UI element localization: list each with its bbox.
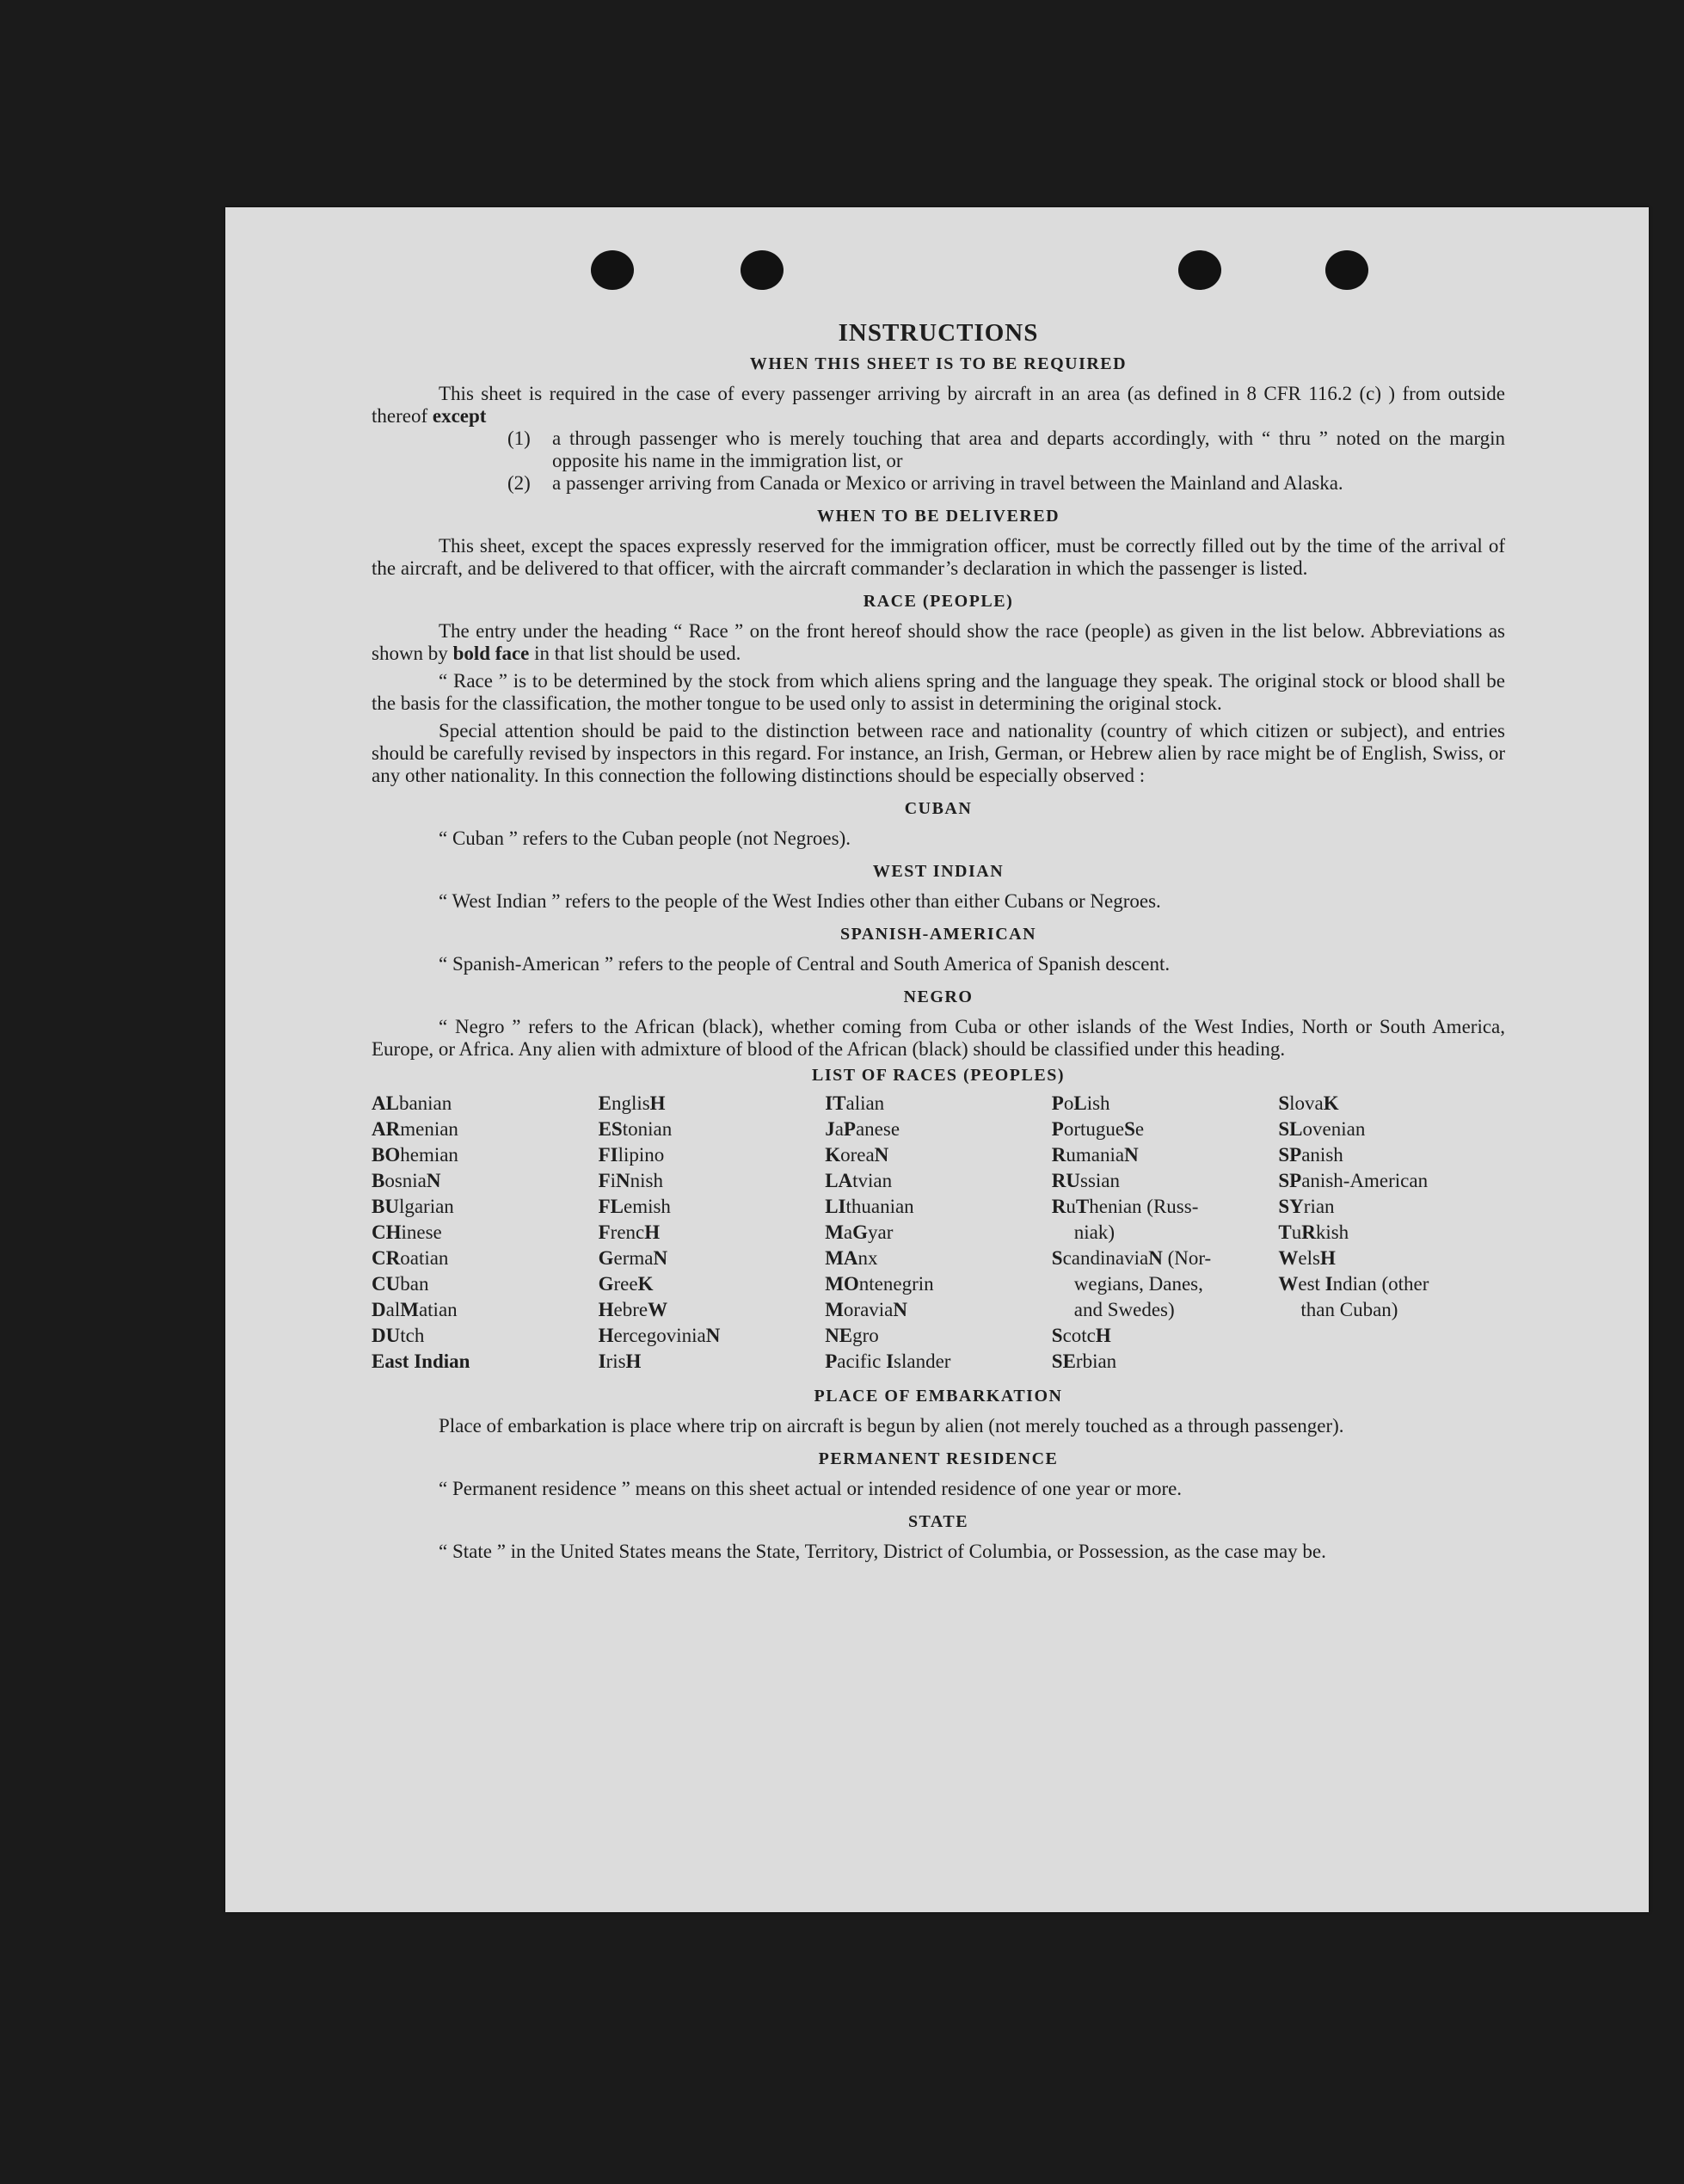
race-entry: LAtvian [825, 1170, 893, 1191]
race-entry: BOhemian [372, 1144, 458, 1166]
races-column [372, 1091, 599, 1375]
race-entry: HebreW [598, 1299, 668, 1320]
paragraph-cuban: “ Cuban ” refers to the Cuban people (not Negroes). [439, 827, 851, 849]
races-list [372, 1091, 1505, 1375]
race-entry: FrencH [598, 1221, 661, 1243]
race-entry: PoLish [1051, 1092, 1110, 1114]
race-entry: KoreaN [825, 1144, 889, 1166]
races-column [599, 1091, 826, 1375]
page-title: INSTRUCTIONS [838, 319, 1039, 347]
race-entry: BUlgarian [372, 1196, 454, 1217]
punch-hole [1325, 250, 1368, 290]
race-entry: GermaN [598, 1247, 668, 1269]
instruction-sheet [225, 207, 1649, 1912]
race-entry: ARmenian [372, 1118, 458, 1140]
race-entry: East Indian [372, 1350, 470, 1372]
paragraph-spanish-american: “ Spanish-American ” refers to the people of Central and South America of Spanish descent. [439, 953, 1171, 975]
punch-hole [741, 250, 784, 290]
race-entry: FiNnish [598, 1170, 664, 1191]
paragraph-race-3: Special attention should be paid to the distinction between race and nationality (country of which citizen or subject), and entries should be carefully revised by inspectors in this regard. For instance, an Irish, German, or Hebrew alien by race might be of English, Swiss, or any other nationality. In this connection the following distinctions should be especially observed : [372, 720, 1505, 786]
race-entry: SLovenian [1278, 1118, 1366, 1140]
paragraph-when-delivered: This sheet, except the spaces expressly reserved for the immigration officer, must be correctly filled out by the time of the arrival of the aircraft, and be delivered to that officer, with the aircraft commander’s declaration in which the passenger is listed. [372, 535, 1505, 579]
race-entry: IrisH [598, 1350, 642, 1372]
section-heading-cuban: CUBAN [904, 799, 973, 818]
race-entry-continuation: than Cuban) [1300, 1299, 1398, 1320]
race-entry: RUssian [1051, 1170, 1121, 1191]
race-entry: SErbian [1051, 1350, 1117, 1372]
punch-hole [591, 250, 634, 290]
section-heading-when-required: WHEN THIS SHEET IS TO BE REQUIRED [749, 354, 1128, 373]
section-heading-negro: NEGRO [903, 987, 974, 1006]
race-entry: WelsH [1278, 1247, 1336, 1269]
race-entry: West Indian (other [1278, 1273, 1429, 1295]
race-entry: CHinese [372, 1221, 442, 1243]
race-entry: SlovaK [1278, 1092, 1339, 1114]
section-heading-list-of-races: LIST OF RACES (PEOPLES) [811, 1066, 1065, 1085]
race-entry: HercegoviniaN [598, 1325, 721, 1346]
exception-item: (1) a through passenger who is merely touching that area and departs accordingly, with “ thru ” noted on the margin opposite his name in the immigration list, or [507, 428, 1505, 471]
race-entry-continuation: and Swedes) [1073, 1299, 1175, 1320]
paragraph-state: “ State ” in the United States means the State, Territory, District of Columbia, or Possession, as the case may be. [439, 1541, 1326, 1562]
race-entry: GreeK [598, 1273, 654, 1295]
races-column [825, 1091, 1052, 1375]
race-entry: SYrian [1278, 1196, 1335, 1217]
race-entry: LIthuanian [825, 1196, 914, 1217]
race-entry: PortugueSe [1051, 1118, 1145, 1140]
race-entry: FLemish [598, 1196, 671, 1217]
section-heading-race: RACE (PEOPLE) [863, 592, 1014, 611]
race-entry: DalMatian [372, 1299, 458, 1320]
punch-hole [1178, 250, 1221, 290]
race-entry: MAnx [825, 1247, 878, 1269]
document-body [372, 319, 1505, 1563]
race-entry: FIlipino [598, 1144, 665, 1166]
race-entry: ITalian [825, 1092, 885, 1114]
races-column [1278, 1091, 1505, 1375]
section-heading-when-delivered: WHEN TO BE DELIVERED [816, 507, 1060, 526]
paragraph-negro: “ Negro ” refers to the African (black), whether coming from Cuba or other islands of the West Indies, North or South America, Europe, or Africa. Any alien with admixture of blood of the African (black) should be classified under this heading. [372, 1016, 1505, 1060]
section-heading-embarkation: PLACE OF EMBARKATION [814, 1387, 1063, 1406]
section-heading-state: STATE [907, 1512, 969, 1531]
race-entry: MaGyar [825, 1221, 894, 1243]
race-entry: EStonian [598, 1118, 673, 1140]
race-entry: TuRkish [1278, 1221, 1349, 1243]
exception-item: (2) a passenger arriving from Canada or Mexico or arriving in travel between the Mainland and Alaska. [507, 472, 1343, 494]
race-entry: Pacific Islander [825, 1350, 951, 1372]
race-entry: RumaniaN [1051, 1144, 1139, 1166]
race-entry: ScandinaviaN (Nor- [1051, 1247, 1212, 1269]
race-entry: MOntenegrin [825, 1273, 934, 1295]
races-column [1052, 1091, 1279, 1375]
race-entry: BosniaN [372, 1170, 441, 1191]
section-heading-spanish-american: SPANISH-AMERICAN [839, 925, 1037, 944]
race-entry: RuThenian (Russ- [1051, 1196, 1199, 1217]
paragraph-embarkation: Place of embarkation is place where trip on aircraft is begun by alien (not merely touched as a through passenger). [439, 1415, 1344, 1437]
paragraph-west-indian: “ West Indian ” refers to the people of the West Indies other than either Cubans or Negroes. [439, 890, 1161, 912]
race-entry: JaPanese [825, 1118, 900, 1140]
race-entry: CUban [372, 1273, 429, 1295]
race-entry: CRoatian [372, 1247, 449, 1269]
race-entry: ALbanian [372, 1092, 452, 1114]
paragraph-residence: “ Permanent residence ” means on this sheet actual or intended residence of one year or more. [439, 1478, 1183, 1499]
paragraph-race-2: “ Race ” is to be determined by the stock from which aliens spring and the language they speak. The original stock or blood shall be the basis for the classification, the mother tongue to be used only to assist in determining the original stock. [372, 670, 1505, 714]
race-entry-continuation: niak) [1073, 1221, 1115, 1243]
race-entry-continuation: wegians, Danes, [1073, 1273, 1203, 1295]
race-entry: NEgro [825, 1325, 879, 1346]
race-entry: SPanish [1278, 1144, 1343, 1166]
section-heading-residence: PERMANENT RESIDENCE [818, 1449, 1059, 1468]
race-entry: ScotcH [1051, 1325, 1111, 1346]
race-entry: MoraviaN [825, 1299, 907, 1320]
section-heading-west-indian: WEST INDIAN [872, 862, 1005, 881]
race-entry: EnglisH [598, 1092, 666, 1114]
paragraph-race-1: The entry under the heading “ Race ” on the front hereof should show the race (people) as given in the list below. Abbreviations as shown by bold face in that list should be used. [372, 620, 1505, 664]
race-entry: DUtch [372, 1325, 425, 1346]
paragraph-when-required: This sheet is required in the case of every passenger arriving by aircraft in an area (as defined in 8 CFR 116.2 (c) ) from outside thereof except [372, 383, 1505, 427]
race-entry: SPanish-American [1278, 1170, 1429, 1191]
